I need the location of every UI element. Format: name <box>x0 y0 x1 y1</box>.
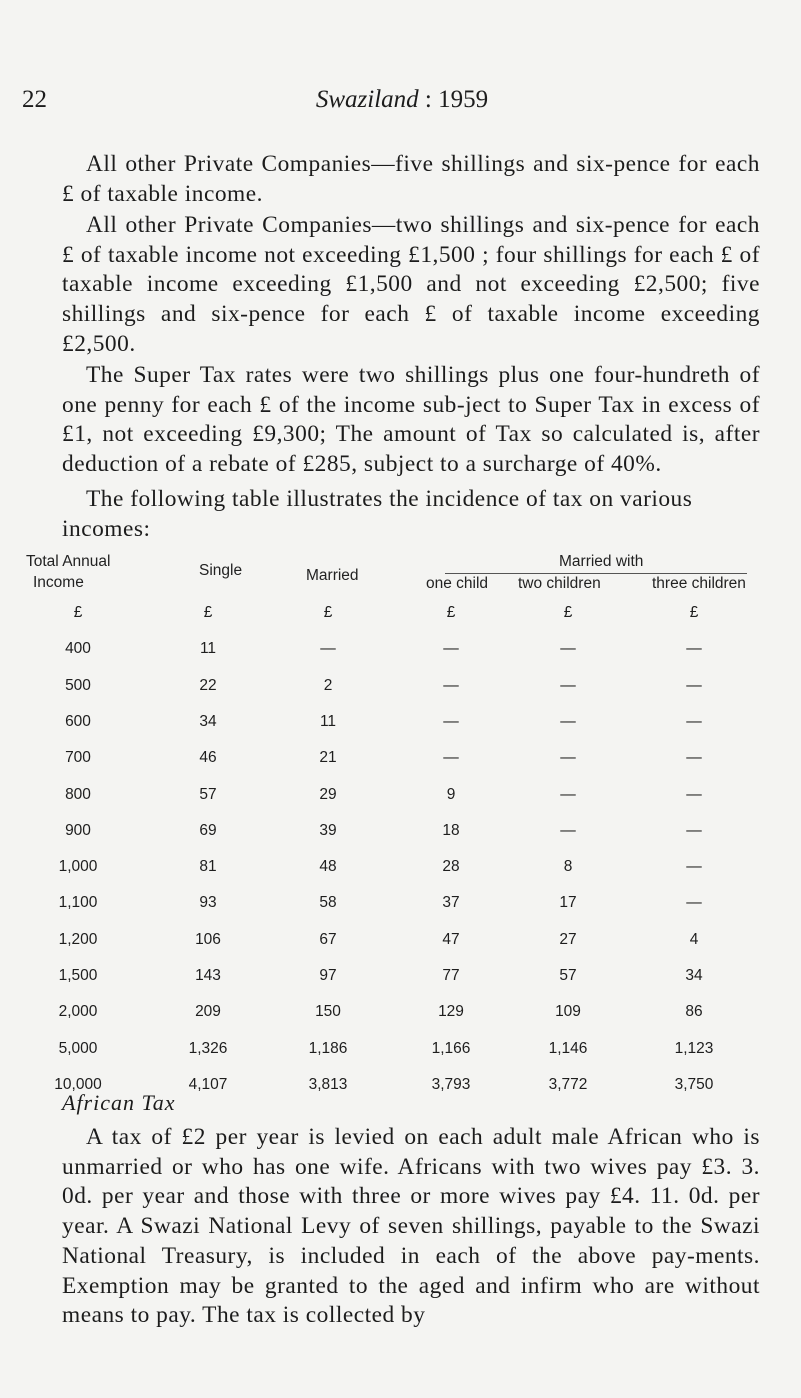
cell-income: 600 <box>65 712 91 730</box>
cell-three-children: — <box>686 712 702 730</box>
cell-married: 97 <box>319 967 337 984</box>
cell-two-children: 8 <box>563 858 573 876</box>
cell-three-children: — <box>686 676 702 694</box>
cell-one-child: 47 <box>442 930 460 948</box>
cell-two-children: 109 <box>555 1003 581 1021</box>
running-title-separator: : <box>418 86 439 113</box>
cell-two-children: 27 <box>559 930 577 948</box>
currency-income: £ <box>73 604 83 621</box>
cell-income: 10,000 <box>54 1075 102 1093</box>
cell-income: 800 <box>65 785 91 803</box>
cell-single: 57 <box>199 785 217 803</box>
cell-three-children: 4 <box>689 930 699 948</box>
cell-three-children: — <box>686 821 702 839</box>
header-single: Single <box>199 562 243 579</box>
cell-one-child: 1,166 <box>431 1039 471 1057</box>
cell-two-children: 1,146 <box>548 1039 588 1057</box>
paragraph-private-companies-2: All other Private Companies—two shillings and six-pence for each £ of taxable income not exceeding £1,500 ; four shillings for each £ of taxable income exceeding £1,500 and not exceeding £2,500; five shillings and six-pence for each £ of taxable income exceeding £2,500. <box>62 212 760 357</box>
currency-married: £ <box>323 604 333 621</box>
cell-married: 1,186 <box>308 1039 348 1057</box>
cell-three-children: — <box>686 785 702 803</box>
cell-two-children: — <box>560 676 576 694</box>
cell-one-child: 37 <box>442 894 460 912</box>
cell-married: 67 <box>319 930 337 948</box>
cell-income: 1,200 <box>58 930 98 948</box>
cell-income: 400 <box>65 640 91 658</box>
cell-married: 48 <box>319 858 337 876</box>
header-one-child: one child <box>426 575 489 592</box>
header-income: Income <box>33 574 84 591</box>
running-title <box>22 86 782 114</box>
cell-two-children: 3,772 <box>548 1075 588 1093</box>
cell-single: 22 <box>199 676 217 694</box>
cell-income: 700 <box>65 749 91 767</box>
paragraph-private-companies-1: All other Private Companies—five shillings and six-pence for each £ of taxable income. <box>62 151 760 207</box>
paragraph-table-intro: The following table illustrates the incidence of tax on various incomes: <box>62 486 693 542</box>
currency-three-children: £ <box>689 604 699 621</box>
cell-married: 2 <box>323 676 333 694</box>
cell-single: 1,326 <box>188 1039 228 1057</box>
cell-two-children: 17 <box>559 894 577 912</box>
cell-one-child: 28 <box>442 858 460 876</box>
cell-one-child: 9 <box>446 785 456 803</box>
cell-one-child: 77 <box>442 967 460 984</box>
cell-two-children: — <box>560 749 576 767</box>
page-header <box>22 86 782 126</box>
cell-two-children: — <box>560 785 576 803</box>
cell-three-children: — <box>686 894 702 912</box>
header-two-children: two children <box>518 575 601 592</box>
cell-one-child: 3,793 <box>431 1075 471 1093</box>
cell-single: 4,107 <box>188 1075 228 1093</box>
cell-income: 1,000 <box>58 858 98 876</box>
paragraph-super-tax: The Super Tax rates were two shillings plus one four-hundreth of one penny for each £ of the income sub-ject to Super Tax in excess of £1, not exceeding £9,300; The amount of Tax so calculated is, after deduction of a rebate of £285, subject to a surcharge of 40%. <box>62 362 760 478</box>
section-heading-african-tax: African Tax <box>62 1090 176 1115</box>
currency-two-children: £ <box>563 604 573 621</box>
header-total-annual: Total Annual <box>26 553 111 570</box>
cell-married: 3,813 <box>308 1075 348 1093</box>
cell-two-children: — <box>560 640 576 658</box>
running-title-year: 1959 <box>438 86 489 113</box>
cell-one-child: 18 <box>442 821 460 839</box>
cell-one-child: — <box>443 712 459 730</box>
cell-single: 69 <box>199 821 217 839</box>
header-three-children: three children <box>652 575 746 592</box>
cell-single: 11 <box>199 640 217 658</box>
cell-single: 34 <box>199 712 217 730</box>
cell-married: — <box>320 640 336 658</box>
cell-two-children: — <box>560 712 576 730</box>
cell-income: 500 <box>65 676 91 694</box>
cell-two-children: 57 <box>559 967 577 984</box>
cell-one-child: — <box>443 640 459 658</box>
header-rule <box>445 573 747 574</box>
cell-three-children: — <box>686 749 702 767</box>
cell-single: 93 <box>199 894 217 912</box>
cell-two-children: — <box>560 821 576 839</box>
cell-married: 58 <box>319 894 337 912</box>
cell-married: 21 <box>319 749 337 767</box>
cell-income: 900 <box>65 821 91 839</box>
cell-single: 106 <box>195 930 221 948</box>
cell-income: 1,500 <box>58 967 98 984</box>
cell-single: 81 <box>199 858 217 876</box>
cell-income: 1,100 <box>58 894 98 912</box>
cell-one-child: — <box>443 676 459 694</box>
header-married: Married <box>306 567 359 584</box>
cell-single: 143 <box>195 967 221 984</box>
cell-three-children: — <box>686 640 702 658</box>
cell-income: 5,000 <box>58 1039 98 1057</box>
cell-single: 209 <box>195 1003 221 1021</box>
cell-three-children: 34 <box>685 967 703 984</box>
cell-three-children: 86 <box>685 1003 703 1021</box>
cell-three-children: 3,750 <box>674 1075 714 1093</box>
currency-single: £ <box>203 604 213 621</box>
cell-single: 46 <box>199 749 217 767</box>
cell-married: 150 <box>315 1003 341 1021</box>
paragraph-african-tax: A tax of £2 per year is levied on each adult male African who is unmarried or who has one wife. Africans with two wives pay £3. 3. 0d. per year and those with three or more wives pay £4. 11. 0d. per year. A Swazi National Levy of seven shillings, payable to the Swazi National Treasury, is included in each of the above pay-ments. Exemption may be granted to the aged and infirm who are without means to pay. The tax is collected by <box>62 1124 760 1329</box>
running-title-country: Swaziland <box>315 86 419 113</box>
cell-three-children: 1,123 <box>674 1039 714 1057</box>
cell-one-child: 129 <box>438 1003 464 1021</box>
cell-income: 2,000 <box>58 1003 98 1021</box>
cell-three-children: — <box>686 858 702 876</box>
cell-married: 11 <box>319 712 337 730</box>
cell-one-child: — <box>443 749 459 767</box>
header-married-with: Married with <box>559 553 644 570</box>
page-number: 22 <box>22 86 47 113</box>
cell-married: 39 <box>319 821 337 839</box>
cell-married: 29 <box>319 785 337 803</box>
currency-one-child: £ <box>446 604 456 621</box>
